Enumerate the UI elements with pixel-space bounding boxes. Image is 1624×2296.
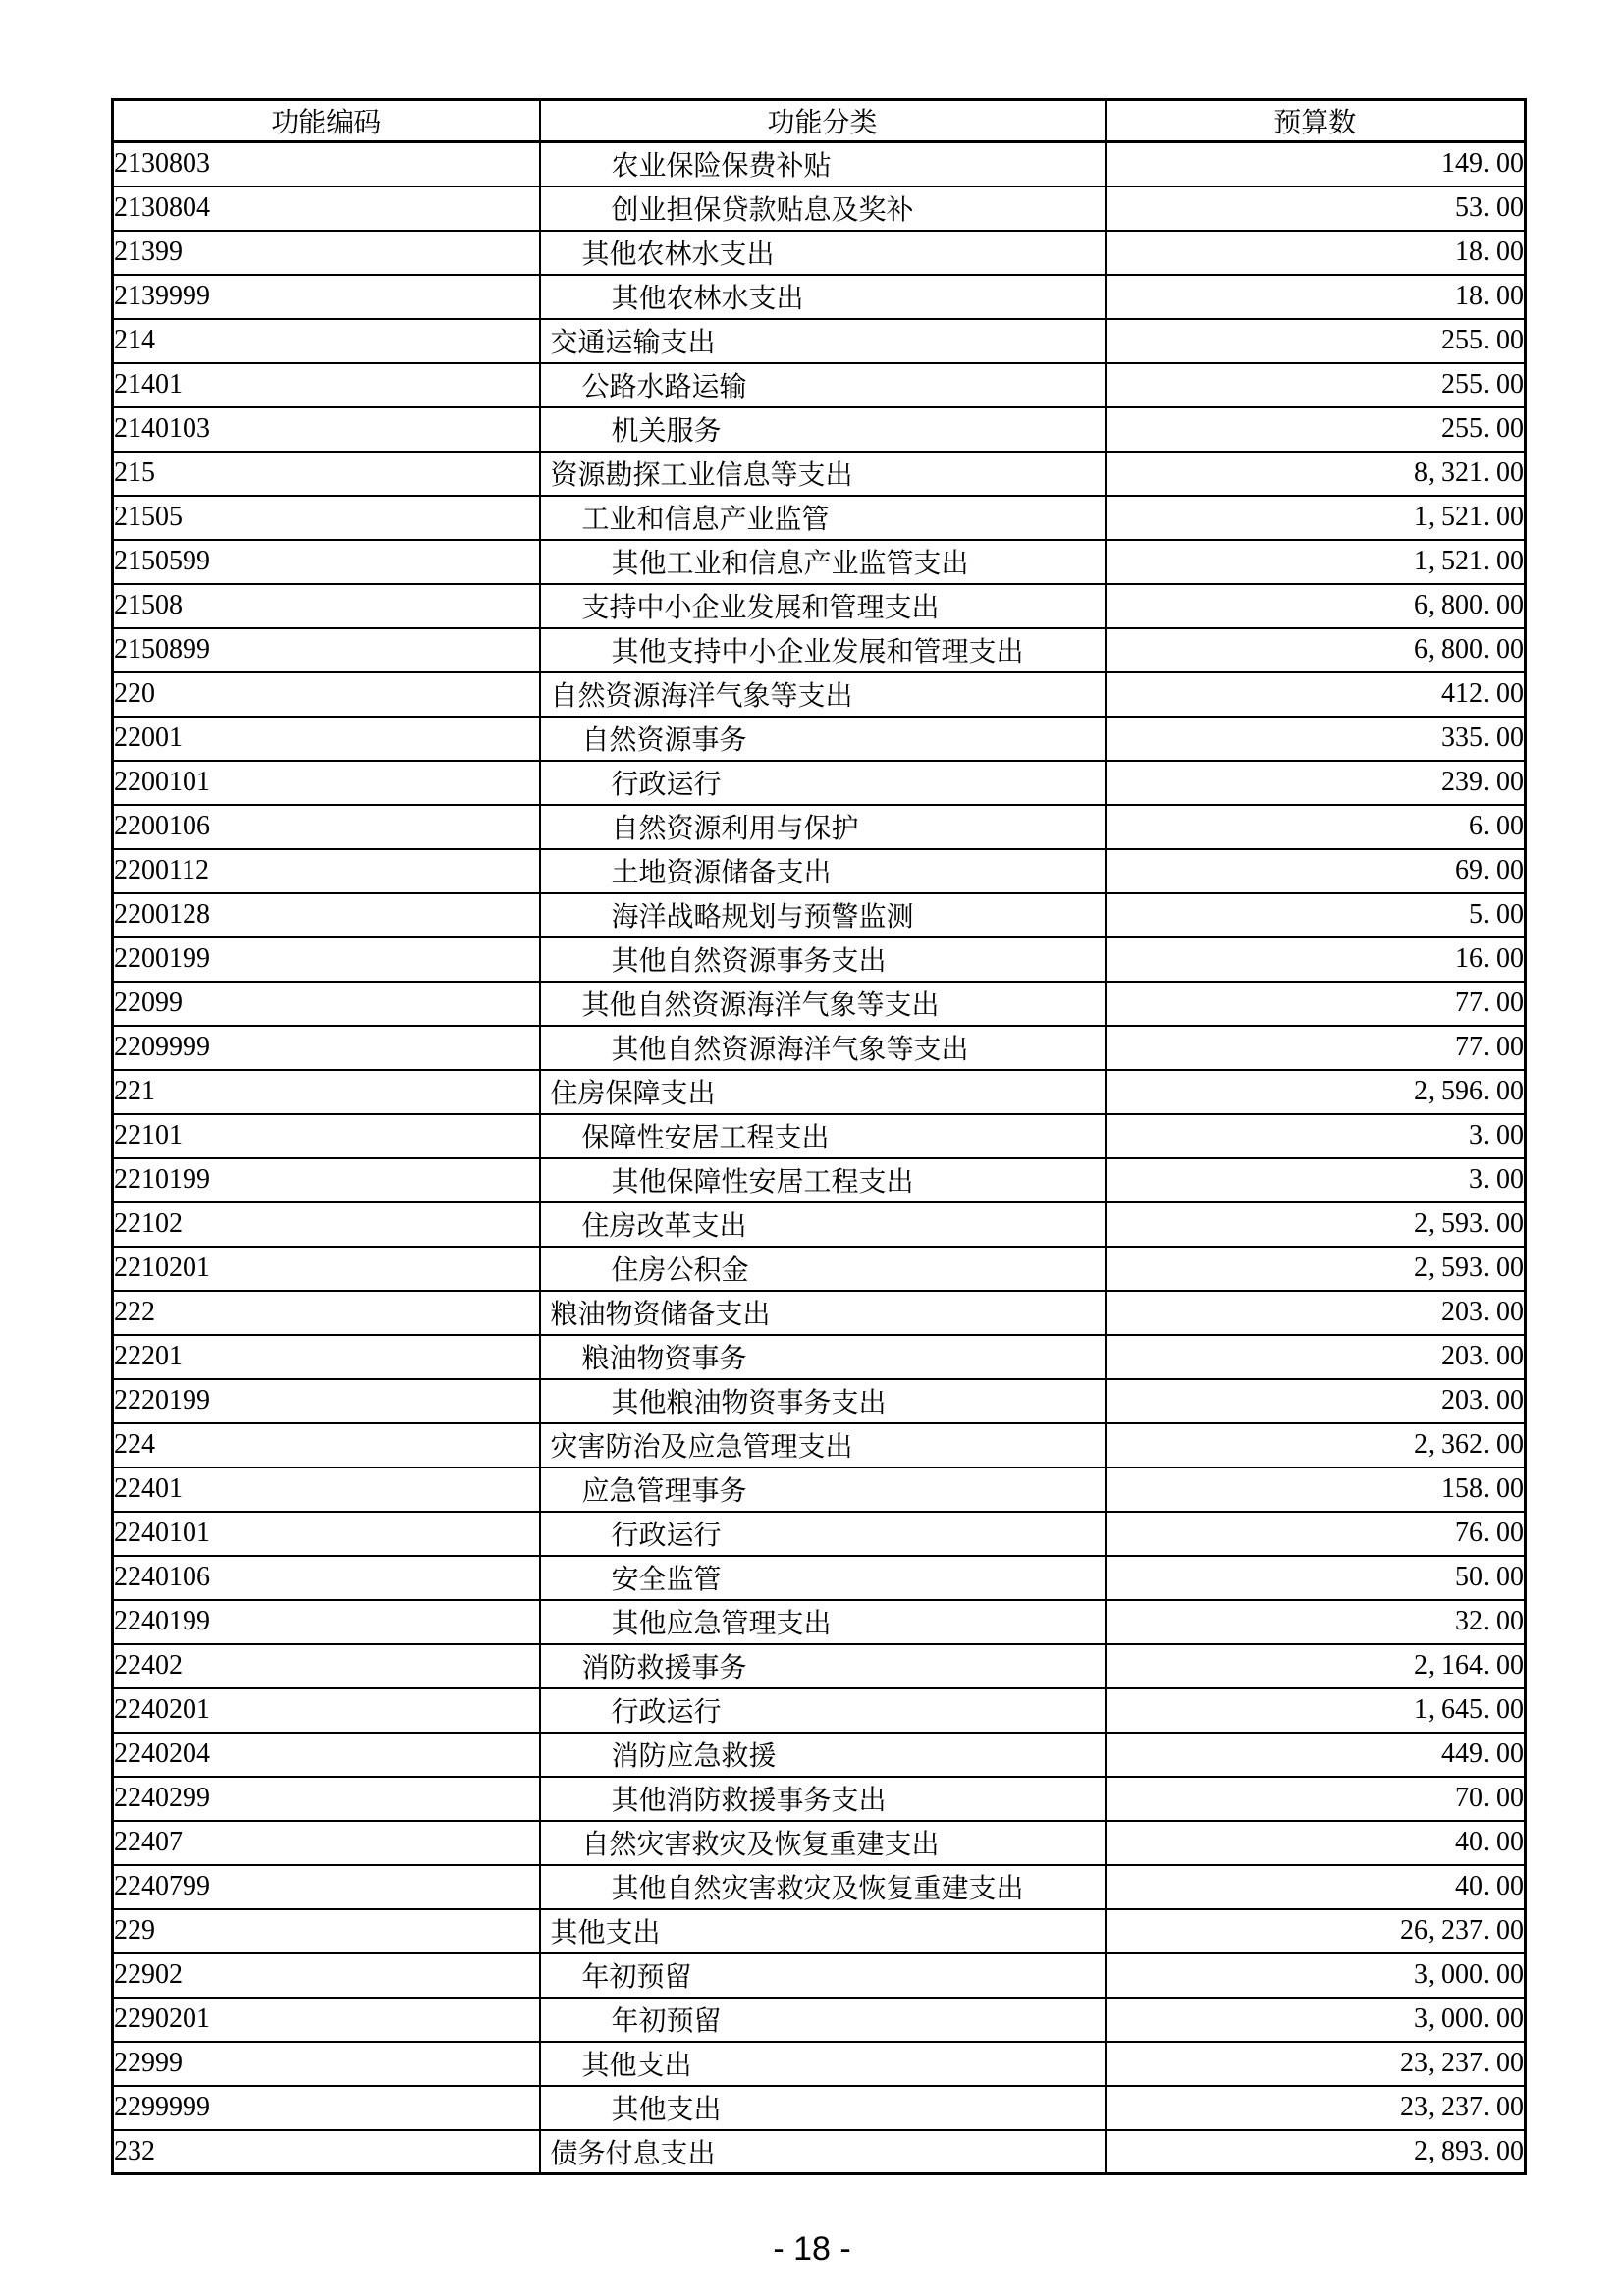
function-code-cell: 232 [113,2130,540,2174]
table-row [113,2042,1526,2086]
table-row [113,2130,1526,2174]
budget-amount-cell: 8, 321. 00 [1106,452,1526,496]
budget-amount-cell: 5. 00 [1106,893,1526,937]
table-row [113,452,1526,496]
table-row [113,849,1526,893]
function-category-cell: 行政运行 [540,1512,1106,1556]
budget-amount-cell: 18. 00 [1106,275,1526,319]
function-category-cell: 公路水路运输 [540,363,1106,407]
budget-amount-cell: 6, 800. 00 [1106,584,1526,628]
function-category-cell: 其他支出 [540,2086,1106,2130]
function-category-cell: 自然灾害救灾及恢复重建支出 [540,1821,1106,1865]
column-header-function-category: 功能分类 [540,100,1106,142]
budget-amount-cell: 18. 00 [1106,231,1526,275]
table-row [113,628,1526,672]
function-category-cell: 安全监管 [540,1556,1106,1600]
budget-amount-cell: 158. 00 [1106,1468,1526,1512]
table-row [113,761,1526,805]
function-code-cell: 22001 [113,717,540,761]
function-category-cell: 消防应急救援 [540,1733,1106,1777]
table-row [113,1202,1526,1247]
function-category-cell: 海洋战略规划与预警监测 [540,893,1106,937]
budget-amount-cell: 203. 00 [1106,1291,1526,1335]
function-code-cell: 22999 [113,2042,540,2086]
table-row [113,407,1526,452]
function-code-cell: 2200106 [113,805,540,849]
budget-amount-cell: 23, 237. 00 [1106,2042,1526,2086]
budget-amount-cell: 40. 00 [1106,1865,1526,1909]
budget-amount-cell: 26, 237. 00 [1106,1909,1526,1953]
function-category-cell: 交通运输支出 [540,319,1106,363]
table-header-row [113,100,1526,142]
function-category-cell: 行政运行 [540,1688,1106,1733]
function-code-cell: 2240204 [113,1733,540,1777]
budget-amount-cell: 76. 00 [1106,1512,1526,1556]
function-category-cell: 其他消防救援事务支出 [540,1777,1106,1821]
function-code-cell: 22401 [113,1468,540,1512]
function-category-cell: 创业担保贷款贴息及奖补 [540,187,1106,231]
budget-amount-cell: 77. 00 [1106,1026,1526,1070]
function-category-cell: 其他自然资源事务支出 [540,937,1106,982]
table-row [113,2086,1526,2130]
function-category-cell: 应急管理事务 [540,1468,1106,1512]
budget-amount-cell: 449. 00 [1106,1733,1526,1777]
function-code-cell: 2200101 [113,761,540,805]
function-code-cell: 22407 [113,1821,540,1865]
table-row [113,893,1526,937]
budget-amount-cell: 23, 237. 00 [1106,2086,1526,2130]
function-category-cell: 粮油物资储备支出 [540,1291,1106,1335]
table-row [113,1335,1526,1379]
budget-amount-cell: 2, 593. 00 [1106,1247,1526,1291]
function-category-cell: 其他农林水支出 [540,275,1106,319]
function-code-cell: 22099 [113,982,540,1026]
function-category-cell: 其他支出 [540,2042,1106,2086]
function-category-cell: 其他自然资源海洋气象等支出 [540,982,1106,1026]
function-category-cell: 资源勘探工业信息等支出 [540,452,1106,496]
table-row [113,319,1526,363]
budget-amount-cell: 412. 00 [1106,672,1526,717]
function-category-cell: 年初预留 [540,1998,1106,2042]
function-category-cell: 住房保障支出 [540,1070,1106,1114]
budget-amount-cell: 2, 362. 00 [1106,1423,1526,1468]
budget-amount-cell: 203. 00 [1106,1335,1526,1379]
function-category-cell: 其他农林水支出 [540,231,1106,275]
function-code-cell: 2220199 [113,1379,540,1423]
table-row [113,187,1526,231]
table-row [113,1379,1526,1423]
table-row [113,1777,1526,1821]
function-code-cell: 221 [113,1070,540,1114]
function-code-cell: 2240106 [113,1556,540,1600]
function-category-cell: 其他自然灾害救灾及恢复重建支出 [540,1865,1106,1909]
table-row [113,1644,1526,1688]
function-code-cell: 2240299 [113,1777,540,1821]
table-row [113,672,1526,717]
budget-amount-cell: 3, 000. 00 [1106,1953,1526,1998]
budget-amount-cell: 255. 00 [1106,319,1526,363]
function-code-cell: 2200199 [113,937,540,982]
function-category-cell: 工业和信息产业监管 [540,496,1106,540]
table-row [113,1821,1526,1865]
function-category-cell: 其他应急管理支出 [540,1600,1106,1644]
table-row [113,363,1526,407]
function-category-cell: 保障性安居工程支出 [540,1114,1106,1158]
table-row [113,1468,1526,1512]
table-row [113,1158,1526,1202]
table-row [113,1423,1526,1468]
table-row [113,1556,1526,1600]
function-code-cell: 2130803 [113,142,540,187]
function-category-cell: 粮油物资事务 [540,1335,1106,1379]
function-code-cell: 2240799 [113,1865,540,1909]
function-category-cell: 其他自然资源海洋气象等支出 [540,1026,1106,1070]
function-code-cell: 2150599 [113,540,540,584]
function-category-cell: 机关服务 [540,407,1106,452]
function-category-cell: 住房改革支出 [540,1202,1106,1247]
table-row [113,1026,1526,1070]
function-code-cell: 2200128 [113,893,540,937]
budget-amount-cell: 3, 000. 00 [1106,1998,1526,2042]
budget-amount-cell: 32. 00 [1106,1600,1526,1644]
function-code-cell: 2139999 [113,275,540,319]
page-number: - 18 - [773,2230,851,2268]
function-category-cell: 其他支出 [540,1909,1106,1953]
function-code-cell: 2240101 [113,1512,540,1556]
budget-amount-cell: 255. 00 [1106,363,1526,407]
function-code-cell: 2200112 [113,849,540,893]
budget-amount-cell: 77. 00 [1106,982,1526,1026]
function-category-cell: 自然资源海洋气象等支出 [540,672,1106,717]
budget-amount-cell: 16. 00 [1106,937,1526,982]
function-code-cell: 222 [113,1291,540,1335]
function-code-cell: 229 [113,1909,540,1953]
table-row [113,1733,1526,1777]
function-code-cell: 2140103 [113,407,540,452]
function-code-cell: 22102 [113,1202,540,1247]
budget-amount-cell: 203. 00 [1106,1379,1526,1423]
table-row [113,1512,1526,1556]
budget-amount-cell: 2, 893. 00 [1106,2130,1526,2174]
function-category-cell: 年初预留 [540,1953,1106,1998]
table-row [113,717,1526,761]
table-row [113,1114,1526,1158]
budget-amount-cell: 53. 00 [1106,187,1526,231]
function-category-cell: 自然资源事务 [540,717,1106,761]
budget-amount-cell: 40. 00 [1106,1821,1526,1865]
table-row [113,275,1526,319]
table-row [113,496,1526,540]
function-code-cell: 2240199 [113,1600,540,1644]
budget-amount-cell: 6. 00 [1106,805,1526,849]
function-category-cell: 行政运行 [540,761,1106,805]
budget-amount-cell: 1, 645. 00 [1106,1688,1526,1733]
table-row [113,805,1526,849]
table-row [113,1688,1526,1733]
function-category-cell: 其他保障性安居工程支出 [540,1158,1106,1202]
table-row [113,540,1526,584]
table-row [113,1247,1526,1291]
budget-amount-cell: 1, 521. 00 [1106,496,1526,540]
budget-amount-cell: 335. 00 [1106,717,1526,761]
budget-amount-cell: 2, 164. 00 [1106,1644,1526,1688]
table-row [113,1998,1526,2042]
function-code-cell: 215 [113,452,540,496]
function-category-cell: 其他粮油物资事务支出 [540,1379,1106,1423]
function-code-cell: 22402 [113,1644,540,1688]
function-category-cell: 其他支持中小企业发展和管理支出 [540,628,1106,672]
table-row [113,1600,1526,1644]
budget-amount-cell: 2, 593. 00 [1106,1202,1526,1247]
budget-amount-cell: 255. 00 [1106,407,1526,452]
function-code-cell: 2240201 [113,1688,540,1733]
table-row [113,231,1526,275]
function-category-cell: 住房公积金 [540,1247,1106,1291]
table-row [113,1291,1526,1335]
budget-amount-cell: 69. 00 [1106,849,1526,893]
budget-function-table [111,98,1527,2175]
column-header-function-code: 功能编码 [113,100,540,142]
function-code-cell: 21505 [113,496,540,540]
table-row [113,584,1526,628]
column-header-budget-amount: 预算数 [1106,100,1526,142]
table-row [113,982,1526,1026]
budget-amount-cell: 2, 596. 00 [1106,1070,1526,1114]
function-category-cell: 灾害防治及应急管理支出 [540,1423,1106,1468]
budget-amount-cell: 1, 521. 00 [1106,540,1526,584]
function-category-cell: 债务付息支出 [540,2130,1106,2174]
function-category-cell: 自然资源利用与保护 [540,805,1106,849]
function-category-cell: 土地资源储备支出 [540,849,1106,893]
function-code-cell: 22902 [113,1953,540,1998]
table-row [113,142,1526,187]
function-code-cell: 2290201 [113,1998,540,2042]
function-code-cell: 22201 [113,1335,540,1379]
budget-amount-cell: 3. 00 [1106,1158,1526,1202]
function-code-cell: 220 [113,672,540,717]
function-code-cell: 2299999 [113,2086,540,2130]
function-code-cell: 214 [113,319,540,363]
budget-amount-cell: 70. 00 [1106,1777,1526,1821]
budget-amount-cell: 239. 00 [1106,761,1526,805]
function-code-cell: 21508 [113,584,540,628]
function-code-cell: 2130804 [113,187,540,231]
table-row [113,1909,1526,1953]
budget-amount-cell: 50. 00 [1106,1556,1526,1600]
function-code-cell: 2210201 [113,1247,540,1291]
function-code-cell: 22101 [113,1114,540,1158]
budget-amount-cell: 6, 800. 00 [1106,628,1526,672]
function-code-cell: 2150899 [113,628,540,672]
table-row [113,1070,1526,1114]
function-code-cell: 21401 [113,363,540,407]
function-code-cell: 224 [113,1423,540,1468]
function-category-cell: 农业保险保费补贴 [540,142,1106,187]
function-code-cell: 21399 [113,231,540,275]
table-row [113,937,1526,982]
table-row [113,1865,1526,1909]
budget-amount-cell: 149. 00 [1106,142,1526,187]
table-row [113,1953,1526,1998]
function-category-cell: 支持中小企业发展和管理支出 [540,584,1106,628]
function-code-cell: 2209999 [113,1026,540,1070]
function-code-cell: 2210199 [113,1158,540,1202]
budget-amount-cell: 3. 00 [1106,1114,1526,1158]
function-category-cell: 消防救援事务 [540,1644,1106,1688]
function-category-cell: 其他工业和信息产业监管支出 [540,540,1106,584]
